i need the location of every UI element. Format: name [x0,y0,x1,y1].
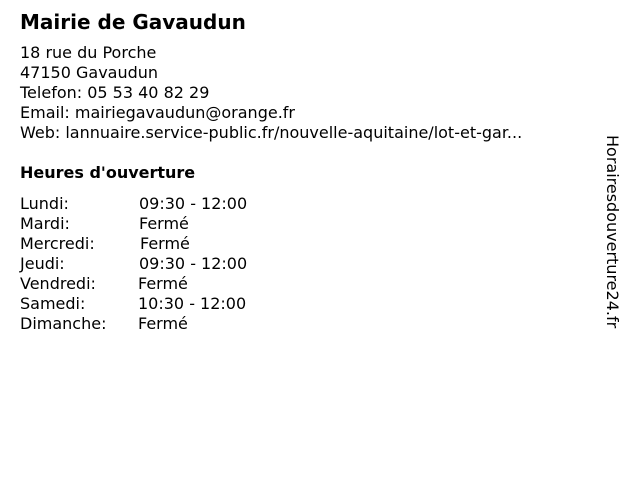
hours-row-lundi [20,194,247,214]
street-address: 18 rue du Porche [20,43,157,62]
day-label: Jeudi: [20,254,65,273]
hours-row-mercredi [20,234,247,254]
day-label: Lundi: [20,194,69,213]
phone-line: Telefon: 05 53 40 82 29 [20,83,210,102]
hours-value: Fermé [138,314,188,333]
hours-row-dimanche [20,314,247,334]
hours-value: Fermé [139,214,189,233]
day-label: Vendredi: [20,274,96,293]
hours-value: 09:30 - 12:00 [139,194,248,213]
hours-row-jeudi [20,254,247,274]
page-title: Mairie de Gavaudun [20,10,246,34]
site-watermark: Horairesdouverture24.fr [603,135,622,329]
hours-row-samedi [20,294,247,314]
opening-hours-heading: Heures d'ouverture [20,163,196,182]
postal-city: 47150 Gavaudun [20,63,159,82]
day-label: Samedi: [20,294,86,313]
opening-hours-table [20,194,247,334]
hours-value: 10:30 - 12:00 [138,294,247,313]
hours-value: Fermé [138,274,188,293]
hours-value: 09:30 - 12:00 [139,254,248,273]
address-block [20,43,522,143]
hours-row-vendredi [20,274,247,294]
hours-row-mardi [20,214,247,234]
day-label: Mardi: [20,214,70,233]
email-line: Email: mairiegavaudun@orange.fr [20,103,295,122]
website-line: Web: lannuaire.service-public.fr/nouvelle-aquitaine/lot-et-gar... [20,123,523,142]
hours-value: Fermé [140,234,190,253]
day-label: Mercredi: [20,234,95,253]
day-label: Dimanche: [20,314,107,333]
